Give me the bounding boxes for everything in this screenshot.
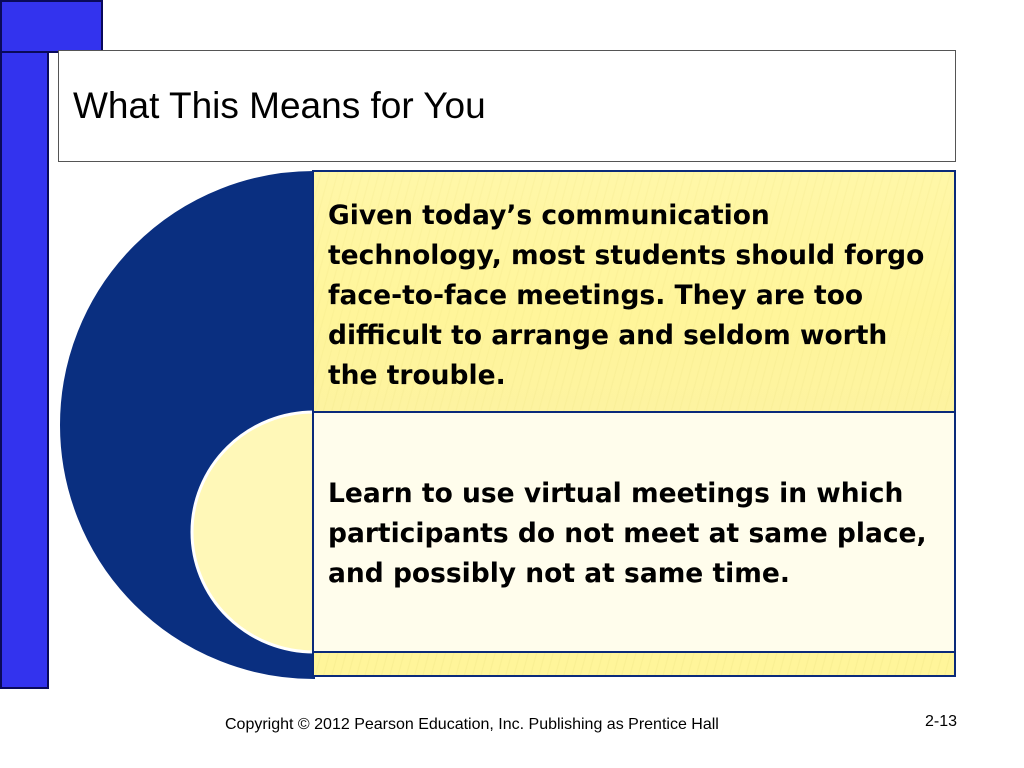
bottom-strip (312, 651, 956, 677)
title-box (58, 50, 956, 162)
copyright-footer: Copyright © 2012 Pearson Education, Inc. Publishing as Prentice Hall (225, 716, 719, 733)
top-box-text: Given today’s communication technology, most students should forgo face-to-face meetings. They are too difficult to arrange and seldom worth the trouble. (328, 200, 925, 391)
slide-title: What This Means for You (73, 85, 486, 126)
top-text-box (312, 170, 956, 413)
bottom-text-box (312, 411, 956, 653)
bottom-box-text: Learn to use virtual meetings in which participants do not meet at same place, and possibly not at same time. (328, 478, 927, 589)
page-number: 2-13 (925, 713, 958, 730)
